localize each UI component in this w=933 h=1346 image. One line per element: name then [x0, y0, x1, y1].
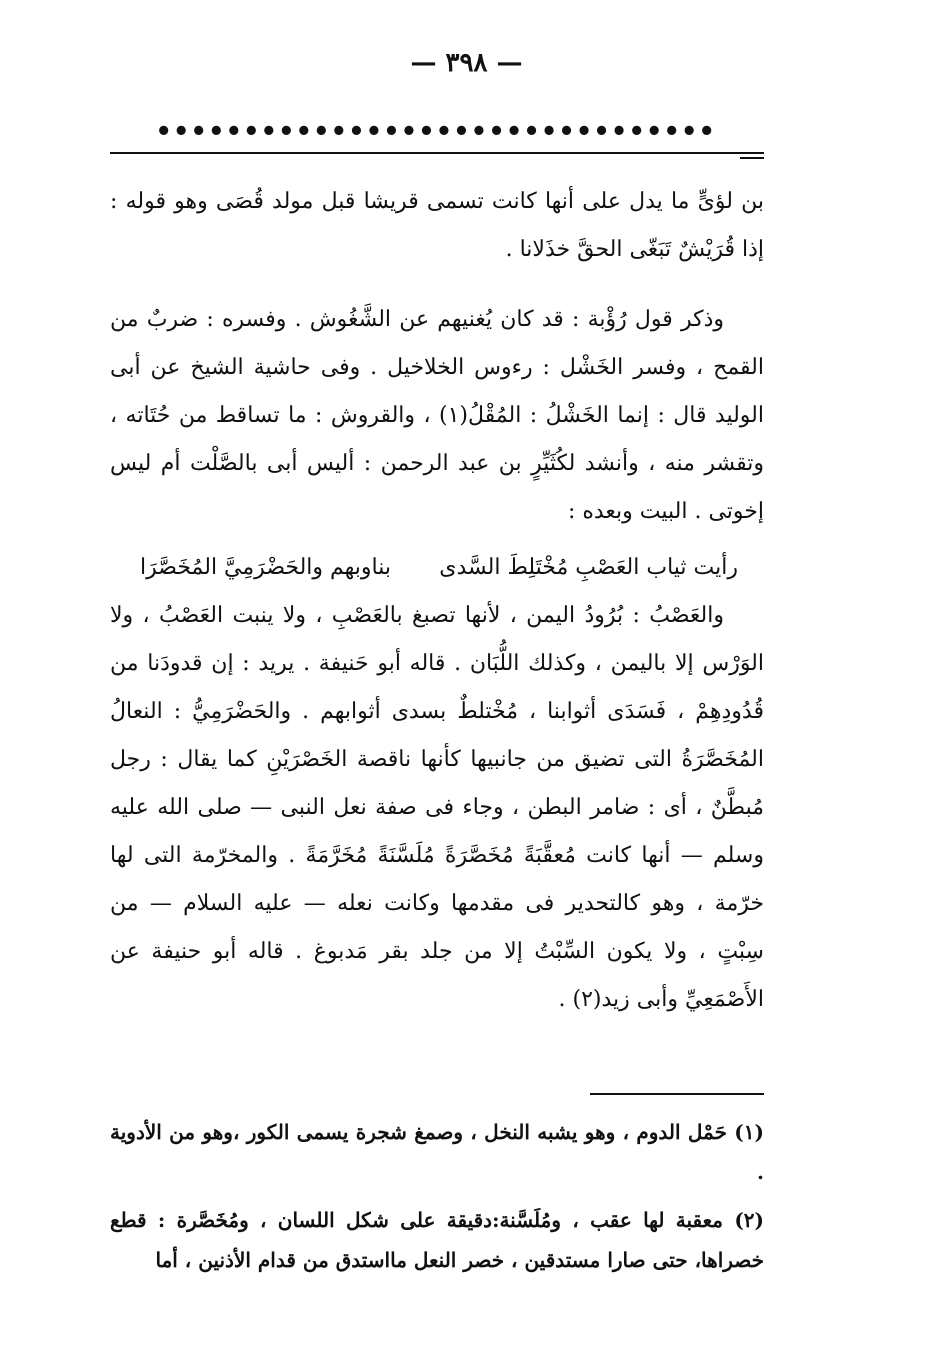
verse-second-hemistich: بناوبهم والحَضْرَمِيَّ المُخَصَّرَا: [140, 555, 392, 580]
separator-dot: •: [593, 117, 610, 147]
header-rule-accent: [740, 157, 764, 159]
separator-dot: •: [207, 117, 225, 147]
separator-dot: •: [155, 117, 173, 147]
separator-dot: •: [348, 117, 365, 147]
separator-dot: •: [260, 117, 278, 147]
separator-dot: •: [680, 117, 698, 147]
separator-dot: •: [313, 117, 330, 147]
separator-dot: •: [488, 117, 505, 147]
header-rule: [110, 152, 764, 154]
separator-dot: •: [505, 117, 523, 147]
footnote: (٢) معقبة لها عقب ، ومُلَسَّنة:دقيقة على شكل اللسان ، ومُخَصَّرة : قطع خصراها، حتى صارا مستدقين ، خصر النعل مااستدق من قدام الأذنين ، أما: [110, 1208, 764, 1272]
separator-dot: •: [225, 117, 243, 147]
separator-dot: •: [698, 117, 715, 147]
separator-dot: •: [470, 117, 488, 147]
separator-dot: •: [523, 117, 540, 147]
footnotes: [110, 1112, 764, 1288]
separator-dot: •: [278, 117, 295, 147]
separator-dot: •: [365, 117, 383, 147]
separator-dot: •: [558, 117, 575, 147]
separator-dot: •: [295, 117, 313, 147]
verse-first-hemistich: رأيت ثياب العَصْبِ مُخْتَلِطَ السَّدى: [439, 555, 738, 580]
footnote: (١) حَمْل الدوم ، وهو يشبه النخل ، وصمغ شجرة يسمى الكور ،وهو من الأدوية .: [110, 1120, 764, 1184]
verse-line: [110, 544, 764, 592]
separator-dot: •: [435, 117, 453, 147]
separator-dot: •: [242, 117, 260, 147]
separator-dots: [155, 112, 715, 152]
separator-dot: •: [172, 117, 190, 147]
separator-dot: •: [400, 117, 418, 147]
main-text: [110, 178, 764, 1024]
separator-dot: •: [453, 117, 470, 147]
separator-dot: •: [383, 117, 400, 147]
separator-dot: •: [540, 117, 558, 147]
separator-dot: •: [610, 117, 628, 147]
separator-dot: •: [190, 117, 208, 147]
paragraph: والعَصْبُ : بُرُودُ اليمن ، لأنها تصبغ بالعَصْبِ ، ولا ينبت العَصْبُ ، ولا الوَرْس إلا باليمن ، وكذلك اللُّبَان . قاله أبو حَنيفة . يريد : إن قدودَنا من قُدُودِهِمْ ، فَسَدَى أثوابنا ، مُخْتلطٌ بسدى أثوابهم . والحَضْرَمِيُّ : النعالُ المُخَصَّرَةُ التى تضيق من جانبيها كأنها ناقصة الخَصْرَيْنِ كما يقال : رجل مُبطَّنٌ ، أى : ضامر البطن ، وجاء فى صفة نعل النبى — صلى الله عليه وسلم — أنها كانت مُعقَّبَةً مُخَصَّرَةً مُلَسَّنَةً مُخَرَّمَةً . والمخرّمة التى لها خرّمة ، وهو كالتحدير فى مقدمها وكانت نعله — عليه السلام — من سِبْتٍ ، ولا يكون السِّبْتُ إلا من جلد بقر مَدبوغ . قاله أبو حنيفة عن الأَصْمَعِيِّ وأبى زيد(٢) .: [110, 603, 764, 1012]
separator-dot: •: [418, 117, 435, 147]
separator-dot: •: [663, 117, 680, 147]
separator-dot: •: [330, 117, 348, 147]
page-number: — ٣٩٨ —: [410, 48, 523, 78]
paragraph: وذكر قول رُؤْبة : قد كان يُغنيهم عن الشَّغُوش . وفسره : ضربٌ من القمح ، وفسر الخَشْل : رءوس الخلاخيل . وفى حاشية الشيخ عن أبى الوليد قال : إنما الخَشْلُ : المُقْلُ(١) ، والقروش : ما تساقط من حُتَاته ، وتقشر منه ، وأنشد لكُثَيِّرٍ بن عبد الرحمن : أليس أبى بالصَّلْت أم ليس إخوتى . البيت وبعده :: [110, 307, 764, 524]
footnote-rule: [590, 1093, 764, 1095]
separator-dot: •: [575, 117, 593, 147]
paragraph: بن لؤىٍّ ما يدل على أنها كانت تسمى قريشا قبل مولد قُصَى وهو قوله : إذا قُرَيْشٌ تَبَغّى الحقَّ خذَلانا .: [110, 189, 764, 262]
separator-dot: •: [645, 117, 663, 147]
separator-dot: •: [628, 117, 645, 147]
